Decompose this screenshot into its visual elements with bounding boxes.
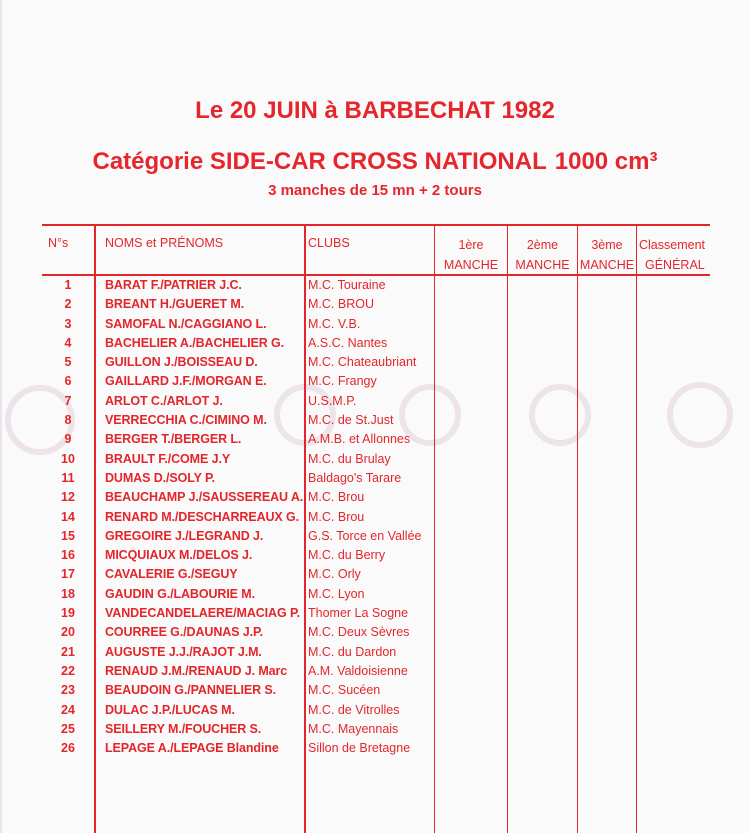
rider-number: 8: [64, 413, 72, 428]
table-row: [42, 546, 710, 565]
rider-number: 24: [61, 702, 75, 717]
rider-number: 18: [61, 586, 75, 601]
table-row: [42, 623, 710, 642]
rider-number: 5: [64, 355, 72, 370]
category-title: [0, 148, 750, 176]
header-general-top: Classement: [639, 238, 705, 252]
rider-number: 2: [64, 297, 72, 312]
header-m1-bottom: MANCHE: [443, 258, 499, 272]
rider-number: 26: [61, 741, 75, 756]
rider-names: BEAUCHAMP J./SAUSSEREAU A.: [105, 490, 304, 505]
club-name: M.C. Brou: [308, 490, 365, 505]
race-format: 3 manches de 15 mn + 2 tours: [268, 182, 482, 199]
table-row: [42, 353, 710, 372]
club-name: U.S.M.P.: [308, 393, 357, 408]
club-name: M.C. V.B.: [308, 316, 361, 331]
rider-names: GAUDIN G./LABOURIE M.: [105, 586, 255, 601]
rider-names: GREGOIRE J./LEGRAND J.: [105, 528, 264, 543]
rider-number: 22: [61, 663, 75, 678]
table-row: [42, 488, 710, 507]
rider-names: AUGUSTE J.J./RAJOT J.M.: [105, 644, 262, 659]
rider-number: 12: [61, 490, 75, 505]
rider-names: CAVALERIE G./SEGUY: [105, 567, 238, 582]
category-label: Catégorie SIDE-CAR CROSS NATIONAL: [92, 148, 547, 175]
club-name: M.C. du Berry: [308, 548, 386, 563]
table-row: [42, 334, 710, 353]
rider-number: 14: [61, 509, 75, 524]
header-names: NOMS et PRÉNOMS: [105, 236, 224, 250]
table-row: [42, 508, 710, 527]
rider-number: 10: [61, 451, 75, 466]
header-no: N°s: [48, 236, 69, 250]
rider-names: LEPAGE A./LEPAGE Blandine: [105, 741, 279, 756]
table-row: [42, 392, 710, 411]
table-row: [42, 739, 710, 758]
table-row: [42, 681, 710, 700]
rider-names: BEAUDOIN G./PANNELIER S.: [105, 683, 276, 698]
rider-names: BACHELIER A./BACHELIER G.: [105, 335, 284, 350]
rider-names: MICQUIAUX M./DELOS J.: [105, 548, 253, 563]
rider-names: GUILLON J./BOISSEAU D.: [105, 355, 258, 370]
rider-number: 4: [64, 335, 72, 350]
rider-names: GAILLARD J.F./MORGAN E.: [105, 374, 267, 389]
rider-names: VANDECANDELAERE/MACIAG P.: [105, 606, 300, 621]
table-row: [42, 295, 710, 314]
page-title: Le 20 JUIN à BARBECHAT 1982: [195, 97, 555, 124]
table-row: [42, 411, 710, 430]
rider-number: 11: [61, 470, 75, 485]
club-name: M.C. Mayennais: [308, 721, 399, 736]
header-m3-top: 3ème: [591, 238, 623, 252]
table-row: [42, 469, 710, 488]
club-name: Sillon de Bretagne: [308, 741, 411, 756]
rider-number: 16: [61, 548, 75, 563]
club-name: M.C. Brou: [308, 509, 365, 524]
club-name: M.C. BROU: [308, 297, 374, 312]
table-top-rule: [42, 224, 710, 226]
club-name: Baldago's Tarare: [308, 470, 402, 485]
club-name: M.C. Frangy: [308, 374, 377, 389]
table-row: [42, 315, 710, 334]
header-m2-top: 2ème: [526, 238, 559, 252]
results-table: [42, 224, 710, 833]
header-general-bottom: GÉNÉRAL: [645, 258, 705, 272]
table-row: [42, 450, 710, 469]
rider-number: 9: [64, 432, 72, 447]
table-row: [42, 585, 710, 604]
club-name: G.S. Torce en Vallée: [308, 528, 422, 543]
rider-names: COURREE G./DAUNAS J.P.: [105, 625, 264, 640]
club-name: A.M. Valdoisienne: [308, 663, 408, 678]
rider-number: 15: [61, 528, 75, 543]
rider-number: 19: [61, 606, 75, 621]
table-row: [42, 604, 710, 623]
table-row: [42, 720, 710, 739]
header-clubs: CLUBS: [308, 236, 350, 250]
rider-number: 21: [61, 644, 75, 659]
header-m3-bottom: MANCHE: [579, 258, 635, 272]
rider-number: 20: [61, 625, 75, 640]
rider-names: ARLOT C./ARLOT J.: [105, 393, 223, 408]
table-row: [42, 662, 710, 681]
rider-number: 6: [64, 374, 72, 389]
club-name: M.C. Deux Sèvres: [308, 625, 410, 640]
club-name: Thomer La Sogne: [308, 606, 409, 621]
table-row: [42, 701, 710, 720]
header-m2-bottom: MANCHE: [515, 258, 570, 272]
table-row: [42, 276, 710, 295]
rider-names: DULAC J.P./LUCAS M.: [105, 702, 235, 717]
rider-names: SAMOFAL N./CAGGIANO L.: [105, 316, 267, 331]
club-name: M.C. Touraine: [308, 278, 386, 292]
club-name: M.C. du Brulay: [308, 451, 391, 466]
club-name: M.C. du Dardon: [308, 644, 397, 659]
rider-names: BRAULT F./COME J.Y: [105, 451, 231, 466]
rider-names: DUMAS D./SOLY P.: [105, 470, 216, 485]
club-name: M.C. Orly: [308, 567, 361, 582]
rider-names: BREANT H./GUERET M.: [105, 297, 245, 312]
rider-number: 25: [61, 721, 75, 736]
rider-number: 3: [64, 316, 72, 331]
rider-number: 7: [64, 393, 72, 408]
rider-names: BARAT F./PATRIER J.C.: [105, 278, 242, 292]
club-name: M.C. Lyon: [308, 586, 365, 601]
table-body: [42, 276, 710, 758]
rider-names: SEILLERY M./FOUCHER S.: [105, 721, 262, 736]
rider-number: 23: [61, 683, 75, 698]
rider-names: VERRECCHIA C./CIMINO M.: [105, 413, 267, 428]
club-name: M.C. de Vitrolles: [308, 702, 400, 717]
club-name: A.M.B. et Allonnes: [308, 432, 411, 447]
rider-names: RENARD M./DESCHARREAUX G.: [105, 509, 300, 524]
table-row: [42, 565, 710, 584]
table-row: [42, 643, 710, 662]
rider-names: RENAUD J.M./RENAUD J. Marc: [105, 663, 288, 678]
club-name: A.S.C. Nantes: [308, 335, 388, 350]
club-name: M.C. Chateaubriant: [308, 355, 417, 370]
club-name: M.C. de St.Just: [308, 413, 394, 428]
table-row: [42, 372, 710, 391]
rider-number: 17: [61, 567, 75, 582]
header-m1-top: 1ère: [458, 238, 484, 252]
rider-names: BERGER T./BERGER L.: [105, 432, 242, 447]
table-row: [42, 527, 710, 546]
engine-size: 1000 cm³: [554, 148, 658, 175]
table-row: [42, 430, 710, 449]
club-name: M.C. Sucéen: [308, 683, 381, 698]
rider-number: 1: [64, 278, 72, 292]
